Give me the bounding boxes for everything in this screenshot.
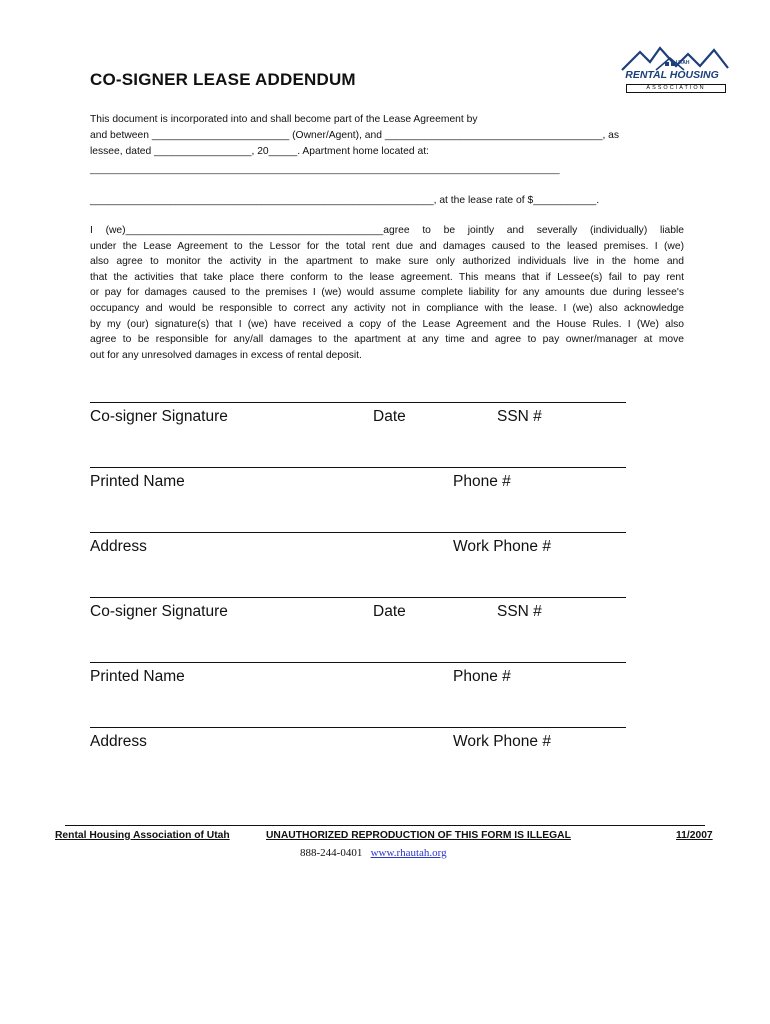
intro-line-5: ____________________________________________________________, at the lease rate of $___________. (90, 195, 600, 206)
address-line-1[interactable] (90, 532, 626, 533)
mountain-house-icon (618, 44, 730, 72)
address-label: Address (90, 538, 147, 555)
intro-line-2: and between ________________________ (Owner/Agent), and ______________________________________, as (90, 130, 620, 141)
agreement-line: out for any unresolved damages in excess of rental deposit. (90, 349, 362, 361)
printed-name-line-1[interactable] (90, 467, 626, 468)
intro-line-4: ________________________________________________________________________________________ (90, 164, 560, 175)
logo-state: UTAH (676, 60, 690, 66)
agreement-line: agree to be responsible for any/all damages to the apartment at any time and agree to pay owner/manager at move (90, 334, 684, 346)
rental-housing-logo (618, 44, 730, 98)
footer-phone: 888-244-0401 (300, 847, 363, 859)
logo-main-text: RENTAL HOUSING (625, 69, 719, 81)
phone-label: Phone # (453, 473, 511, 490)
agreement-line: also agree to monitor the activity in the apartment to make sure only authorized individuals live in the home and (90, 256, 684, 268)
cosigner-signature-line-2[interactable] (90, 597, 626, 598)
footer-warning: UNAUTHORIZED REPRODUCTION OF THIS FORM IS ILLEGAL (266, 830, 571, 841)
printed-name-line-2[interactable] (90, 662, 626, 663)
agreement-line: that the activities that take place there conform to the lease agreement. This means that if Lessee(s) fail to pay rent (90, 271, 684, 283)
agreement-line: occupancy and would be responsible to correct any activity not in compliance with the lease. I (we) also acknowledge (90, 302, 684, 314)
work-phone-label: Work Phone # (453, 733, 551, 750)
ssn-label: SSN # (497, 603, 542, 620)
document-title: CO-SIGNER LEASE ADDENDUM (90, 70, 356, 89)
logo-sub-text: ASSOCIATION (626, 84, 726, 93)
footer-org: Rental Housing Association of Utah (55, 830, 230, 841)
address-line-2[interactable] (90, 727, 626, 728)
agreement-line: or pay for damages caused to the premises I (we) would assume complete liability for any amounts due during lessee's (90, 287, 684, 299)
agreement-line: by my (our) signature(s) that I (we) have received a copy of the Lease Agreement and the House Rules. I (We) also (90, 318, 684, 330)
footer-divider (65, 825, 705, 826)
printed-name-label: Printed Name (90, 668, 185, 685)
address-label: Address (90, 733, 147, 750)
agreement-paragraph (90, 223, 684, 363)
intro-line-3: lessee, dated _________________, 20_____. Apartment home located at: (90, 146, 429, 157)
phone-label: Phone # (453, 668, 511, 685)
date-label: Date (373, 408, 406, 425)
agreement-line: under the Lease Agreement to the Lessor for the total rent due and damages caused to the leased premises. I (we) (90, 240, 684, 252)
footer-contact (300, 847, 447, 859)
intro-line-1: This document is incorporated into and shall become part of the Lease Agreement by (90, 114, 478, 125)
cosigner-signature-label: Co-signer Signature (90, 408, 228, 425)
cosigner-signature-label: Co-signer Signature (90, 603, 228, 620)
footer-website-link[interactable]: www.rhautah.org (370, 847, 447, 859)
footer-revision: 11/2007 (676, 830, 713, 841)
work-phone-label: Work Phone # (453, 538, 551, 555)
cosigner-signature-line-1[interactable] (90, 402, 626, 403)
agreement-line: I (we)_____________________________________________agree to be jointly and severally (individually) liable (90, 225, 684, 236)
ssn-label: SSN # (497, 408, 542, 425)
printed-name-label: Printed Name (90, 473, 185, 490)
date-label: Date (373, 603, 406, 620)
